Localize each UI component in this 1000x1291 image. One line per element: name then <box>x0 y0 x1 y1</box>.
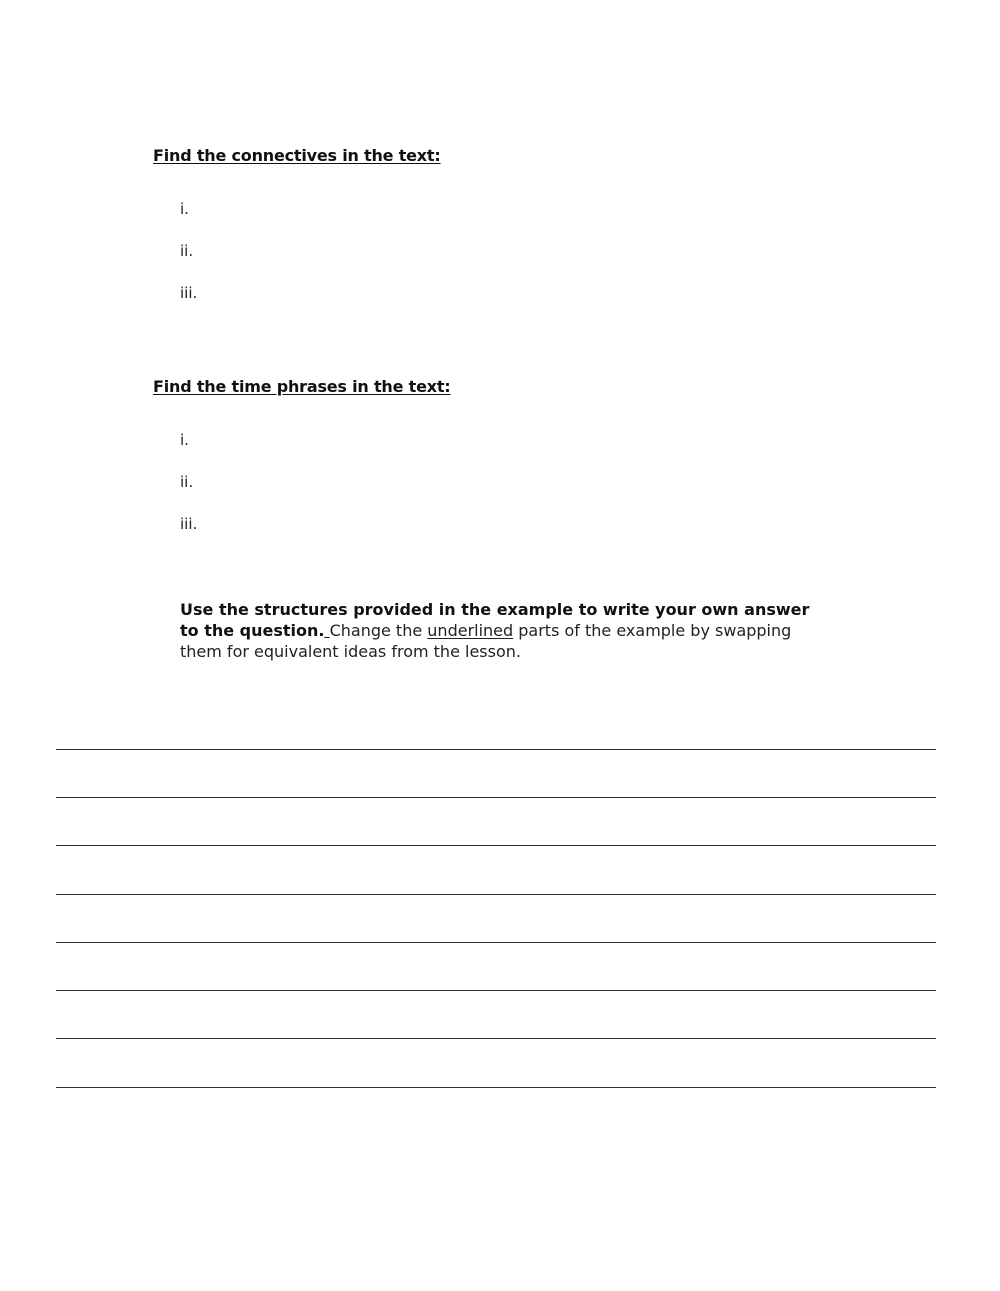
instructions-underlined-word: underlined <box>427 621 514 640</box>
instructions-text-after: parts of the example by swapping them for equivalent ideas from the lesson. <box>180 621 792 661</box>
answer-line[interactable] <box>56 942 936 943</box>
answer-line[interactable] <box>56 749 936 750</box>
instructions-text-before: Change the <box>329 621 423 640</box>
instructions-paragraph <box>180 599 830 662</box>
connectives-heading: Find the connectives in the text: <box>153 146 441 165</box>
answer-line[interactable] <box>56 845 936 846</box>
connectives-item-1: i. <box>180 200 189 218</box>
connectives-item-2: ii. <box>180 242 194 260</box>
answer-line[interactable] <box>56 1038 936 1039</box>
answer-line[interactable] <box>56 1087 936 1088</box>
connectives-item-3: iii. <box>180 284 198 302</box>
instructions-bold: Use the structures provided in the example to write your own answer to the question. <box>180 600 810 640</box>
answer-line[interactable] <box>56 894 936 895</box>
time-phrases-heading: Find the time phrases in the text: <box>153 377 451 396</box>
time-phrases-item-3: iii. <box>180 515 198 533</box>
answer-line[interactable] <box>56 797 936 798</box>
time-phrases-item-2: ii. <box>180 473 194 491</box>
answer-line[interactable] <box>56 990 936 991</box>
time-phrases-item-1: i. <box>180 431 189 449</box>
